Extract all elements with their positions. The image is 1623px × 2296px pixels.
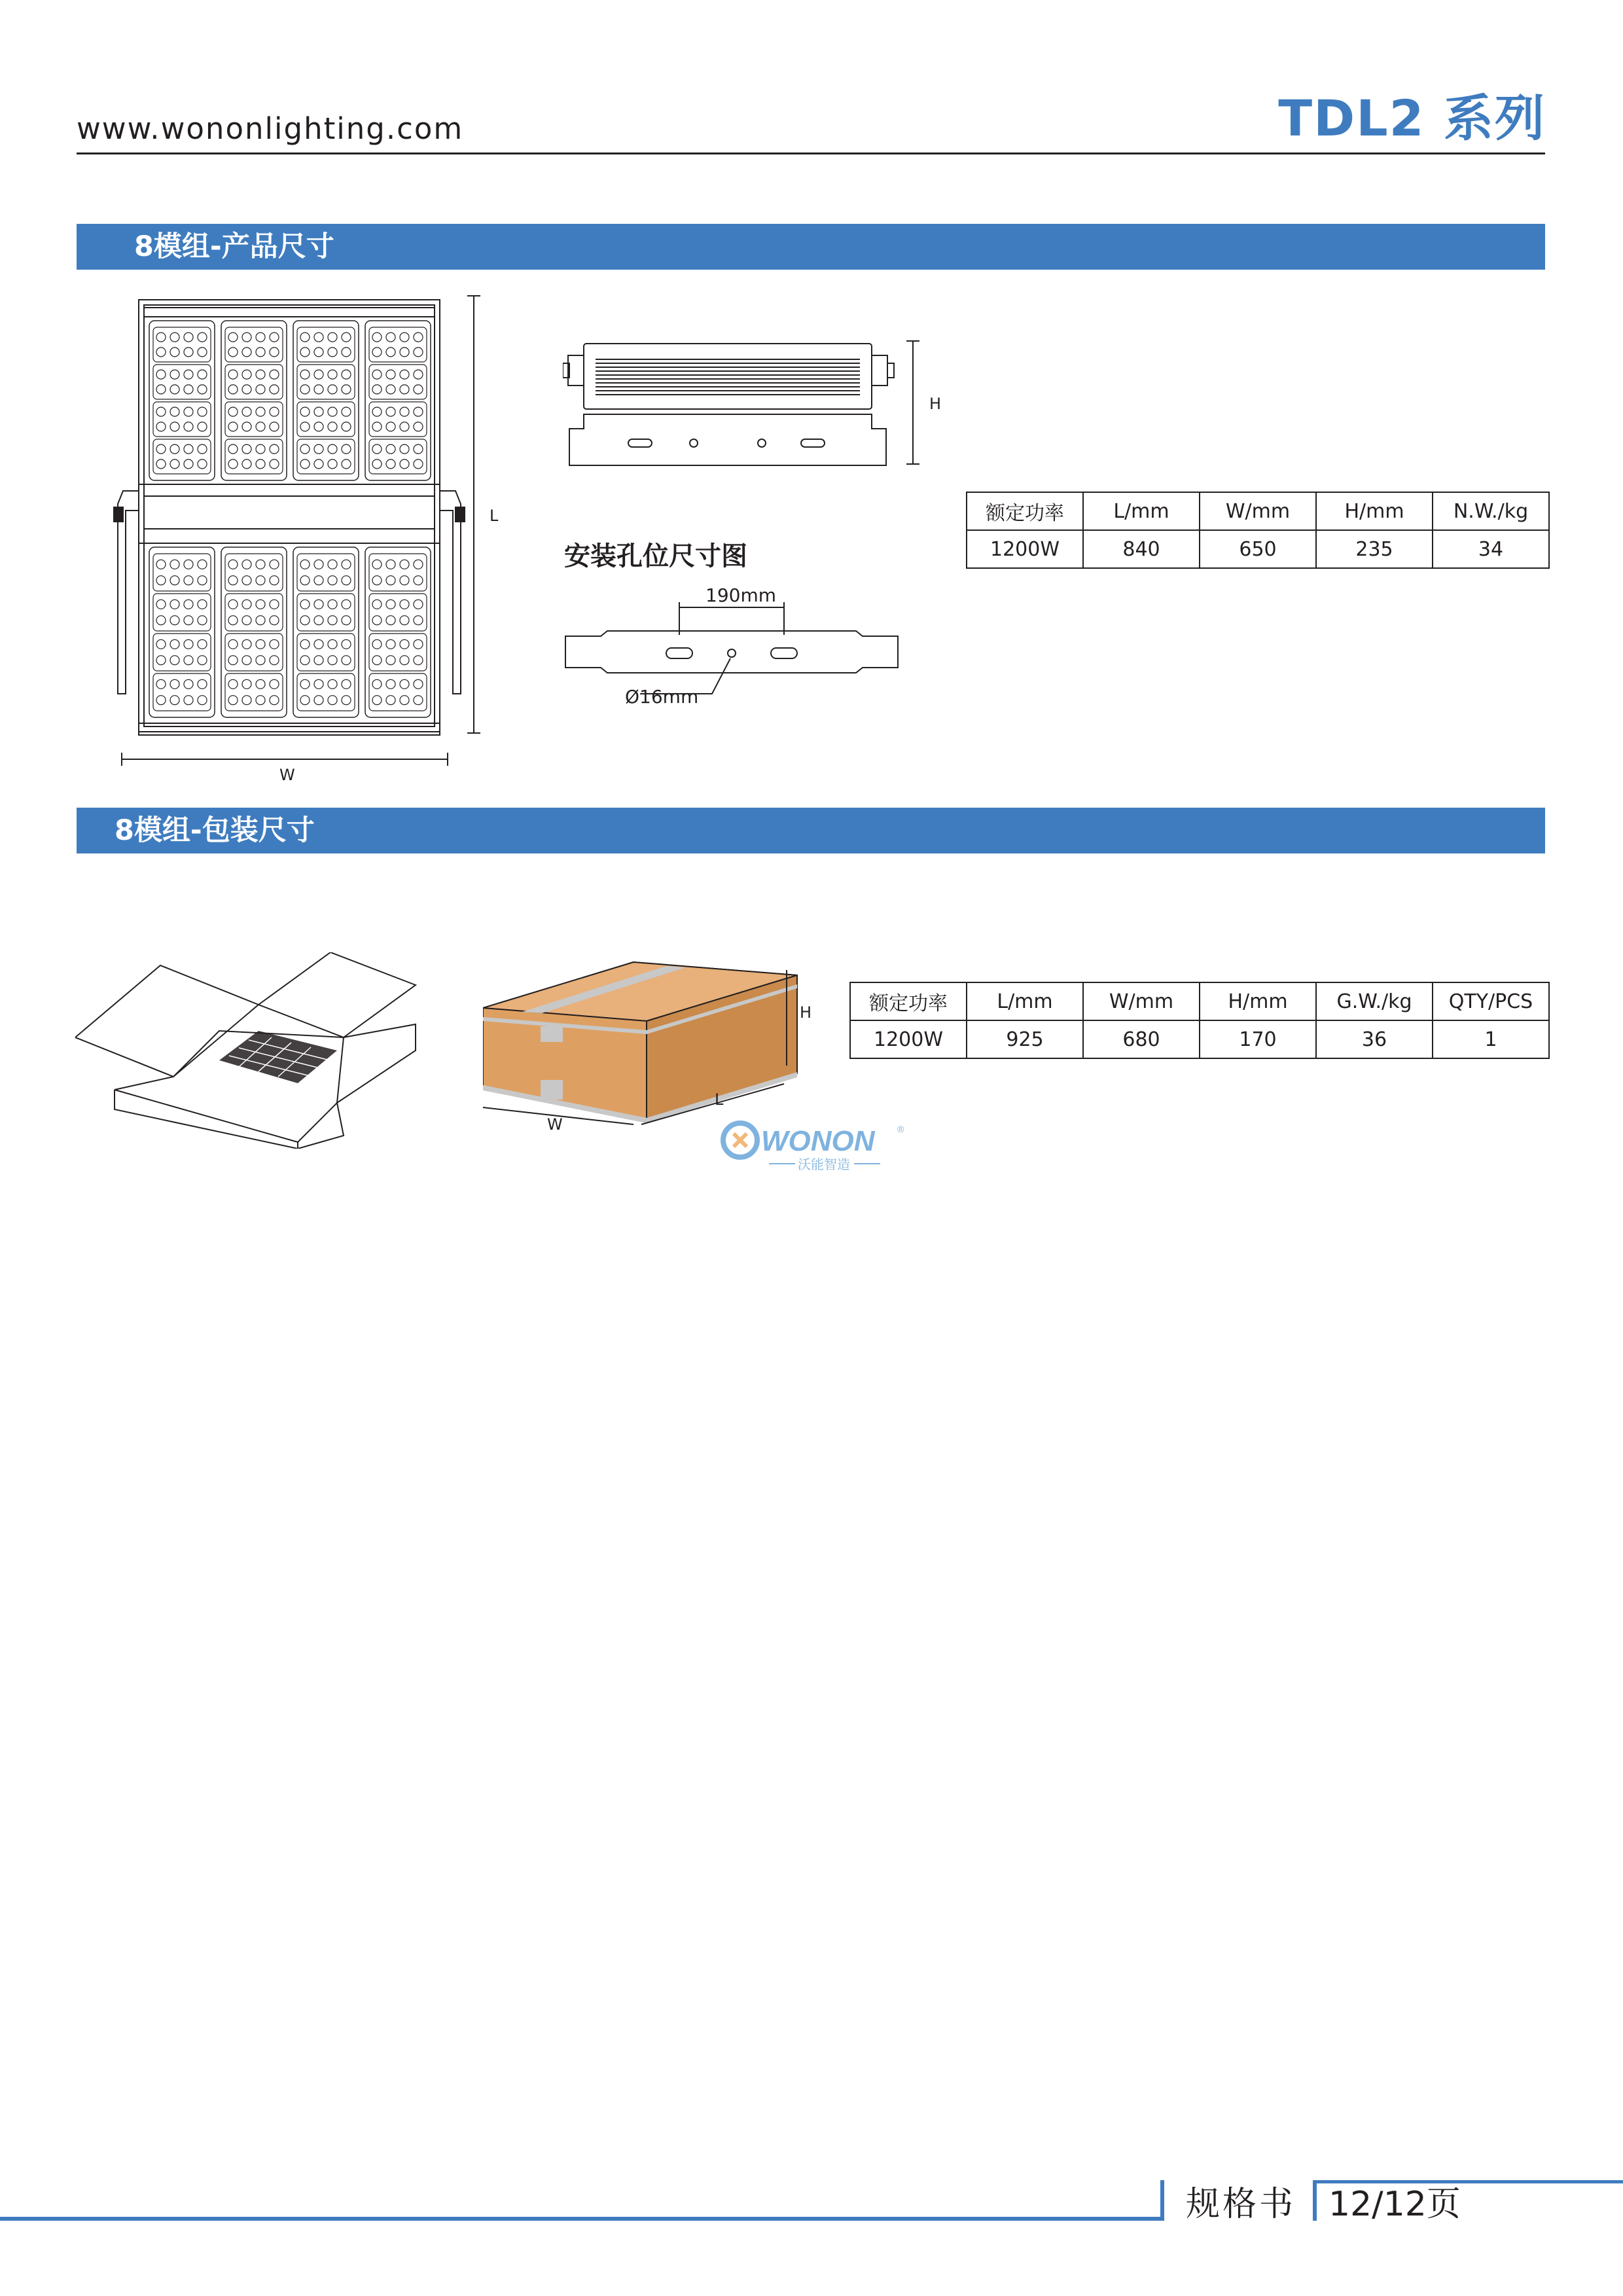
table-cell: 34 [1433, 530, 1549, 568]
logo-subtitle: 沃能智造 [798, 1157, 850, 1172]
table-header-cell: H/mm [1200, 982, 1316, 1020]
product-side-view [563, 337, 897, 478]
website-url[interactable]: www.wononlighting.com [77, 111, 464, 146]
dim-H-label: H [929, 395, 942, 413]
table-cell: 36 [1316, 1020, 1433, 1058]
package-spec-table [849, 982, 1550, 1059]
registered-mark: ® [897, 1124, 904, 1134]
table-row [850, 1020, 1549, 1058]
table-cell: 650 [1200, 530, 1316, 568]
table-cell: 1 [1433, 1020, 1549, 1058]
mounting-hole-diagram [562, 596, 902, 713]
table-header-cell: L/mm [967, 982, 1083, 1020]
table-header-cell: 额定功率 [850, 982, 967, 1020]
dim-H-line [903, 337, 923, 468]
footer-separator [1160, 2180, 1164, 2221]
hole-spacing-label: 190mm [705, 584, 776, 606]
product-spec-table [966, 492, 1550, 569]
footer-doc-label: 规格书 [1186, 2185, 1296, 2224]
wonon-logo-mark [717, 1119, 906, 1172]
mounting-title: 安装孔位尺寸图 [564, 541, 747, 571]
table-cell: 840 [1083, 530, 1200, 568]
wonon-logo [717, 1119, 906, 1174]
pkg-dim-W-label: W [547, 1115, 563, 1134]
carton-box-drawing [483, 956, 810, 1126]
product-front-view [111, 288, 504, 785]
footer-separator [1313, 2180, 1317, 2221]
footer-line [0, 2217, 1162, 2221]
logo-brand-text: WONON [761, 1125, 875, 1157]
table-header-row [967, 492, 1549, 530]
table-cell: 235 [1316, 530, 1433, 568]
series-title: TDL2 系列 [1278, 89, 1546, 147]
table-cell: 170 [1200, 1020, 1316, 1058]
table-header-cell: W/mm [1083, 982, 1200, 1020]
table-header-row [850, 982, 1549, 1020]
section-product-title: 8模组-产品尺寸 [77, 224, 1545, 270]
table-header-cell: N.W./kg [1433, 492, 1549, 530]
table-header-cell: H/mm [1316, 492, 1433, 530]
table-cell: 925 [967, 1020, 1083, 1058]
header-divider [77, 152, 1545, 154]
pkg-dim-H-label: H [800, 1003, 812, 1022]
table-header-cell: QTY/PCS [1433, 982, 1549, 1020]
table-header-cell: L/mm [1083, 492, 1200, 530]
page-number: 12/12页 [1329, 2185, 1461, 2224]
table-cell: 680 [1083, 1020, 1200, 1058]
hole-diameter-label: Ø16mm [625, 686, 699, 708]
table-header-cell: G.W./kg [1316, 982, 1433, 1020]
section-package-title: 8模组-包装尺寸 [77, 808, 1545, 853]
dim-L-label: L [490, 507, 499, 525]
table-row [967, 530, 1549, 568]
table-cell: 1200W [967, 530, 1083, 568]
table-header-cell: 额定功率 [967, 492, 1083, 530]
table-cell: 1200W [850, 1020, 967, 1058]
open-box-drawing [75, 952, 461, 1149]
pkg-dim-L-label: L [715, 1090, 724, 1109]
dim-W-label: W [279, 766, 295, 784]
table-header-cell: W/mm [1200, 492, 1316, 530]
